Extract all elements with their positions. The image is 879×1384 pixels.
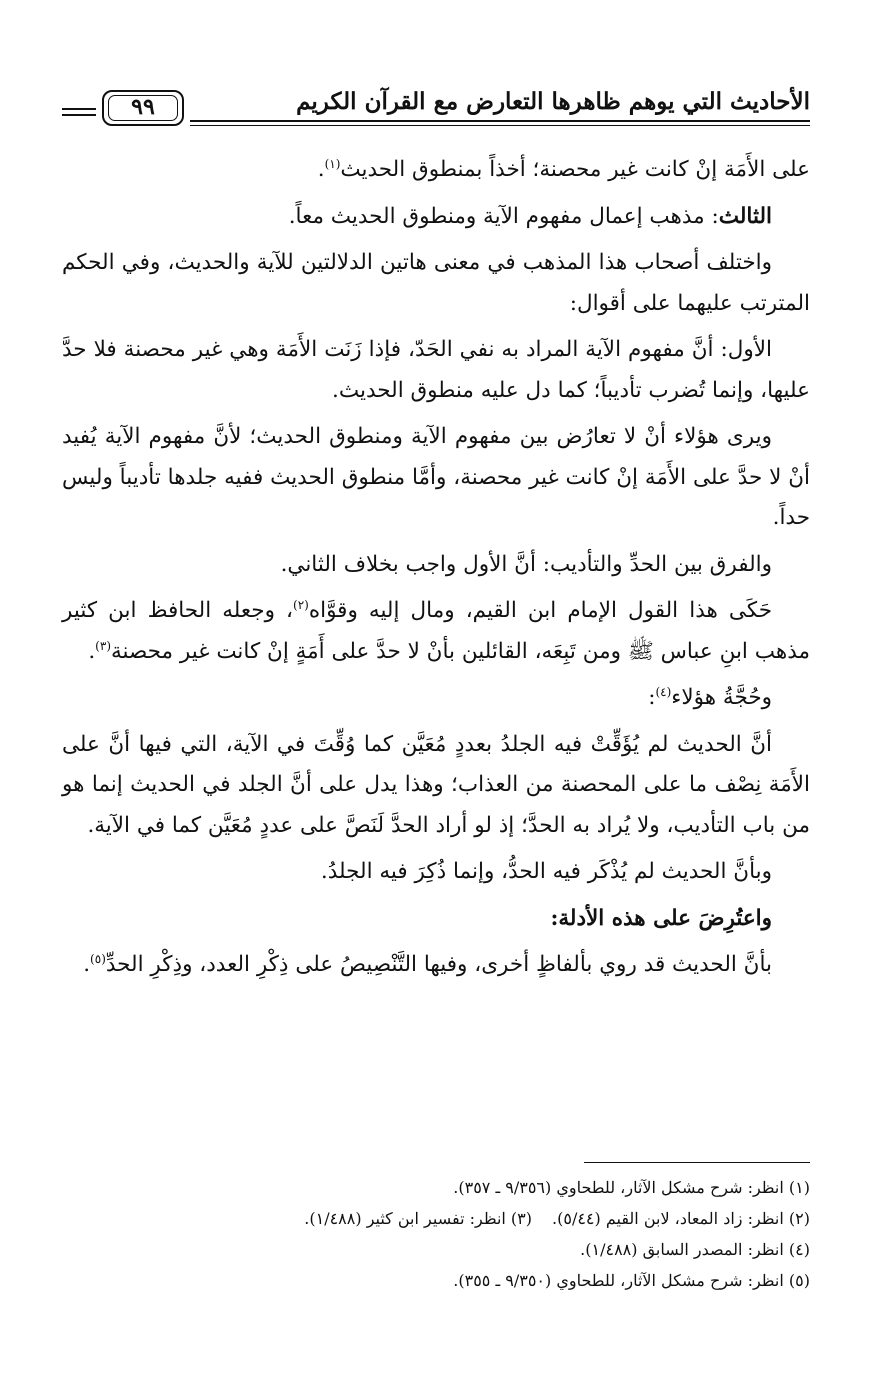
footnote-ref-3: (٣) <box>95 638 111 653</box>
paragraph-11-heading: واعتُرِضَ على هذه الأدلة: <box>550 905 772 931</box>
footnote-1: (١) انظر: شرح مشكل الآثار، للطحاوي (٩/٣٥٦ ـ ٣٥٧). <box>453 1178 810 1197</box>
header-rule-left <box>62 108 96 110</box>
footnote-ref-1: (١) <box>324 156 341 171</box>
paragraph-10: وبأنَّ الحديث لم يُذْكَر فيه الحدُّ، وإنما ذُكِرَ فيه الجلدُ. <box>320 859 772 884</box>
main-text <box>62 150 810 992</box>
paragraph-7: حَكَى هذا القول الإمام ابن القيم، ومال إليه وقوَّاه$^{(٢)}$، وجعله الحافظ ابن كثير مذهب ابنِ عباس ﷺ ومن تَبِعَه، القائلين بأنْ لا حدَّ على أَمَةٍ إنْ كانت غير محصنة$^{(٣)}$. <box>62 597 810 664</box>
section-lead: الثالث <box>718 203 772 229</box>
footnotes <box>62 1172 810 1296</box>
paragraph-8: وحُجَّةُ هؤلاء$^{(٤)}$: <box>648 684 772 710</box>
paragraph-5: ويرى هؤلاء أنْ لا تعارُض بين مفهوم الآية ومنطوق الحديث؛ لأنَّ مفهوم الآية يُفيد أنْ لا حدَّ على الأَمَة إنْ كانت غير محصنة، وأمَّا منطوق الحديث ففيه جلدها تأديباً وليس حداً. <box>62 424 810 530</box>
footnote-ref-2: (٢) <box>293 597 309 612</box>
footnote-ref-4: (٤) <box>655 684 672 699</box>
footnote-2-3 <box>62 1203 810 1234</box>
footnote-5: (٥) انظر: شرح مشكل الآثار، للطحاوي (٩/٣٥٠ ـ ٣٥٥). <box>453 1271 810 1290</box>
header-rule-left-2 <box>62 114 96 116</box>
paragraph-2: الثالث: مذهب إعمال مفهوم الآية ومنطوق الحديث معاً. <box>288 203 772 229</box>
footnote-ref-5: (٥) <box>90 951 106 966</box>
running-title: الأحاديث التي يوهم ظاهرها التعارض مع القرآن الكريم <box>296 88 810 115</box>
paragraph-1: على الأَمَة إنْ كانت غير محصنة؛ أخذاً بمنطوق الحديث$^{(١)}$. <box>317 156 810 182</box>
header-rule <box>190 120 810 122</box>
paragraph-12: بأنَّ الحديث قد روي بألفاظٍ أخرى، وفيها التَّنْصِيصُ على ذِكْرِ العدد، وذِكْرِ الحدِّ$^{(٥)}$. <box>83 951 772 977</box>
footnote-4: (٤) انظر: المصدر السابق (١/٤٨٨). <box>580 1240 810 1259</box>
footnote-2: (٢) انظر: زاد المعاد، لابن القيم (٥/٤٤). <box>552 1209 810 1228</box>
page-header <box>62 84 810 134</box>
paragraph-9: أنَّ الحديث لم يُؤَقِّتْ فيه الجلدُ بعددٍ مُعَيَّن كما وُقِّتَ في الآية، التي فيها أنَّ على الأَمَة نِصْف ما على المحصنة من العذاب؛ وهذا يدل على أنَّ الجلد في الحديث إنما هو من باب التأديب، ولا يُراد به الحدَّ؛ إذ لو أراد الحدَّ لَنَصَّ على عددٍ مُعَيَّن كما في الآية. <box>62 731 810 838</box>
paragraph-6: والفرق بين الحدِّ والتأديب: أنَّ الأول واجب بخلاف الثاني. <box>280 551 772 577</box>
header-rule-thin <box>190 125 810 126</box>
footnote-3: (٣) انظر: تفسير ابن كثير (١/٤٨٨). <box>304 1209 533 1228</box>
page-number-frame <box>102 90 184 126</box>
paragraph-4: الأول: أنَّ مفهوم الآية المراد به نفي الحَدّ، فإذا زَنَت الأَمَة وهي غير محصنة فلا حدَّ عليها، وإنما تُضرب تأديباً؛ كما دل عليه منطوق الحديث. <box>62 337 810 403</box>
paragraph-3: واختلف أصحاب هذا المذهب في معنى هاتين الدلالتين للآية والحديث، وفي الحكم المترتب عليهما على أقوال: <box>62 250 810 316</box>
page-number: ٩٩ <box>131 94 155 120</box>
footnote-separator <box>584 1162 810 1163</box>
